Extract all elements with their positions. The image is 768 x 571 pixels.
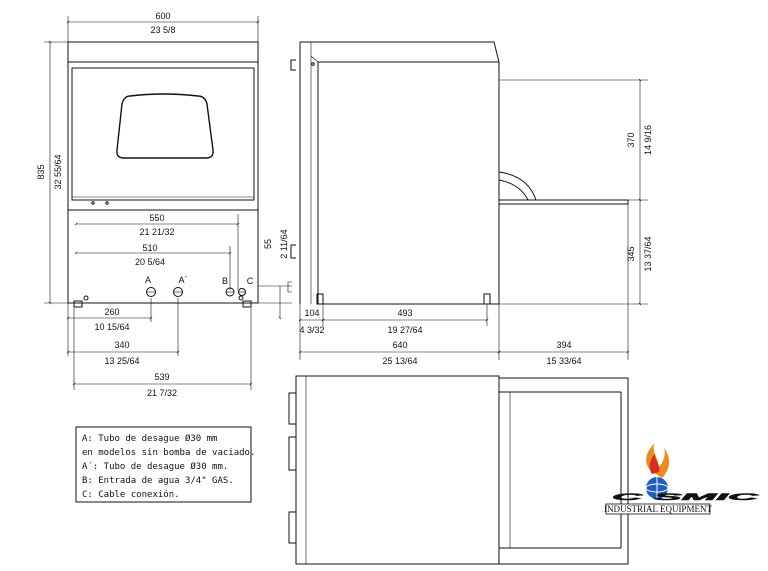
side-basket: [499, 200, 628, 204]
side-cabinet: [318, 62, 499, 304]
connection-c: [238, 276, 254, 296]
dim-640-mm: 640: [392, 340, 408, 350]
dim-510-mm: 510: [142, 243, 158, 253]
dim-394-in: 15 33/64: [546, 356, 582, 366]
top-cabinet: [296, 376, 499, 564]
legend-box: [76, 427, 255, 502]
dim-55-in: 2 11/64: [279, 229, 289, 259]
legend-line-1: A: Tubo de desague Ø30 mm: [82, 434, 218, 444]
dim-340-mm: 340: [114, 340, 130, 350]
dim-370-mm: 370: [626, 132, 636, 148]
top-view: [289, 376, 628, 564]
dim-340-in: 13 25/64: [104, 356, 140, 366]
dim-370-in: 14 9/16: [643, 124, 653, 156]
connection-b: [222, 276, 234, 296]
dim-550-mm: 550: [149, 213, 165, 223]
label-a: A: [144, 275, 152, 285]
connection-a: [145, 275, 156, 297]
dim-493-in: 19 27/64: [387, 325, 423, 335]
dim-550-in: 21 21/32: [139, 227, 175, 237]
door-window: [117, 94, 213, 158]
dim-width-in: 23 5/8: [150, 25, 176, 35]
dim-width-mm: 600: [155, 11, 171, 21]
side-view: [288, 42, 653, 366]
label-c: C: [246, 276, 254, 286]
legend-line-3: A´: Tubo de desague Ø30 mm.: [82, 462, 229, 472]
dim-345-in: 13 37/64: [643, 236, 653, 272]
flame-icon: [646, 444, 669, 478]
dim-height-mm: 835: [36, 164, 46, 180]
legend-line-5: C: Cable conexión.: [82, 490, 180, 500]
dim-345-mm: 345: [626, 246, 636, 262]
label-a-prime: A´: [178, 275, 188, 285]
legend-line-2: en modelos sin bomba de vaciado.: [82, 448, 256, 458]
front-view: [36, 11, 292, 398]
dim-260-in: 10 15/64: [94, 322, 130, 332]
dim-640-in: 25 13/64: [382, 356, 418, 366]
logo-brand-text: C SMIC: [612, 492, 761, 502]
dim-height-in: 32 55/64: [53, 154, 63, 190]
dim-539-in: 21 7/32: [146, 388, 178, 398]
logo-tagline: INDUSTRIAL EQUIPMENT: [604, 504, 712, 514]
cosmic-logo: [604, 444, 760, 514]
legend-line-4: B: Entrada de agua 3/4" GAS.: [82, 476, 234, 486]
label-b: B: [221, 276, 229, 286]
dim-55-mm: 55: [263, 238, 273, 250]
top-basket: [499, 378, 628, 564]
dim-493-mm: 493: [397, 308, 413, 318]
dim-104-mm: 104: [304, 308, 320, 318]
dim-260-mm: 260: [104, 307, 120, 317]
connection-a-prime: [173, 275, 188, 297]
dim-394-mm: 394: [556, 340, 572, 350]
dim-104-in: 4 3/32: [299, 325, 325, 335]
dim-539-mm: 539: [154, 372, 170, 382]
dim-510-in: 20 5/64: [134, 257, 166, 267]
